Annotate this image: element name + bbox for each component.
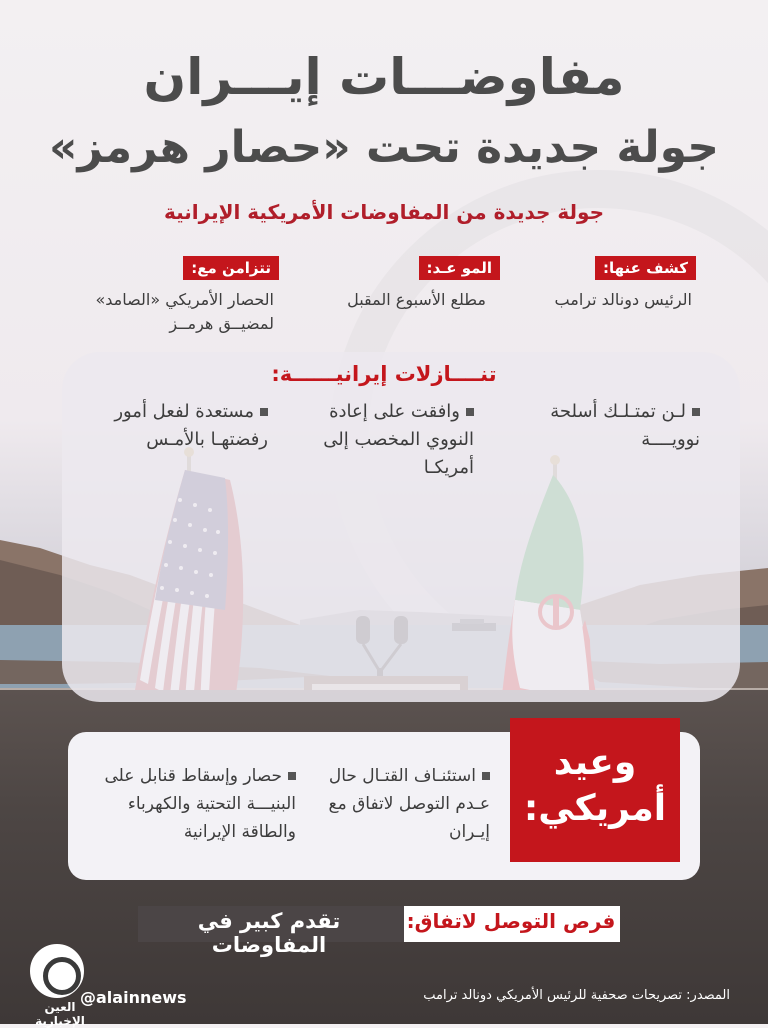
bullet-icon <box>288 772 296 780</box>
promise-item: حصار وإسقاط قنابل على البنيـــة التحتية والكهرباء والطاقة الإيرانية <box>104 766 296 842</box>
coincides-text: الحصار الأمريكي «الصامد» لمضيــق هرمــز <box>95 290 274 333</box>
promise-label: وعيد أمريكي: <box>510 718 680 862</box>
subtitle: جولة جديدة من المفاوضات الأمريكية الإيرانية <box>163 200 605 224</box>
main-title: مفاوضـــات إيـــران <box>143 48 625 106</box>
source-text: المصدر: تصريحات صحفية للرئيس الأمريكي دونالد ترامب <box>423 988 730 1003</box>
social-handle: @alainnews <box>80 988 187 1007</box>
main-subtitle: جولة جديدة تحت «حصار هرمز» <box>49 122 719 173</box>
concession-item: وافقت على إعادة النووي المخصب إلى أمريكـا <box>323 401 474 478</box>
alain-logo-icon <box>30 944 84 998</box>
concession-item: مستعدة لفعل أمور رفضتهـا بالأمـس <box>114 401 268 450</box>
revealed-by-text: الرئيس دونالد ترامب <box>554 290 692 309</box>
concession-item: لـن تمتـلـك أسلحة نوويــــة <box>550 401 700 450</box>
logo-text: العين الإخبارية <box>35 1000 85 1028</box>
bullet-icon <box>260 408 268 416</box>
bullet-icon <box>466 408 474 416</box>
bullet-icon <box>482 772 490 780</box>
date-label: المو عـد: <box>419 256 501 280</box>
date-text: مطلع الأسبوع المقبل <box>347 290 486 309</box>
concessions-title: تنــــازلات إيرانيــــــة: <box>271 362 497 386</box>
bottom-text: تقدم كبير في المفاوضات <box>197 909 341 957</box>
coincides-label: تتزامن مع: <box>183 256 279 280</box>
bottom-label: فرص التوصل لاتفاق: <box>406 909 616 933</box>
bullet-icon <box>692 408 700 416</box>
revealed-by-label: كشف عنها: <box>595 256 696 280</box>
promise-item: استئنـاف القتـال حال عـدم التوصل لاتفاق مع إيـران <box>328 766 490 842</box>
